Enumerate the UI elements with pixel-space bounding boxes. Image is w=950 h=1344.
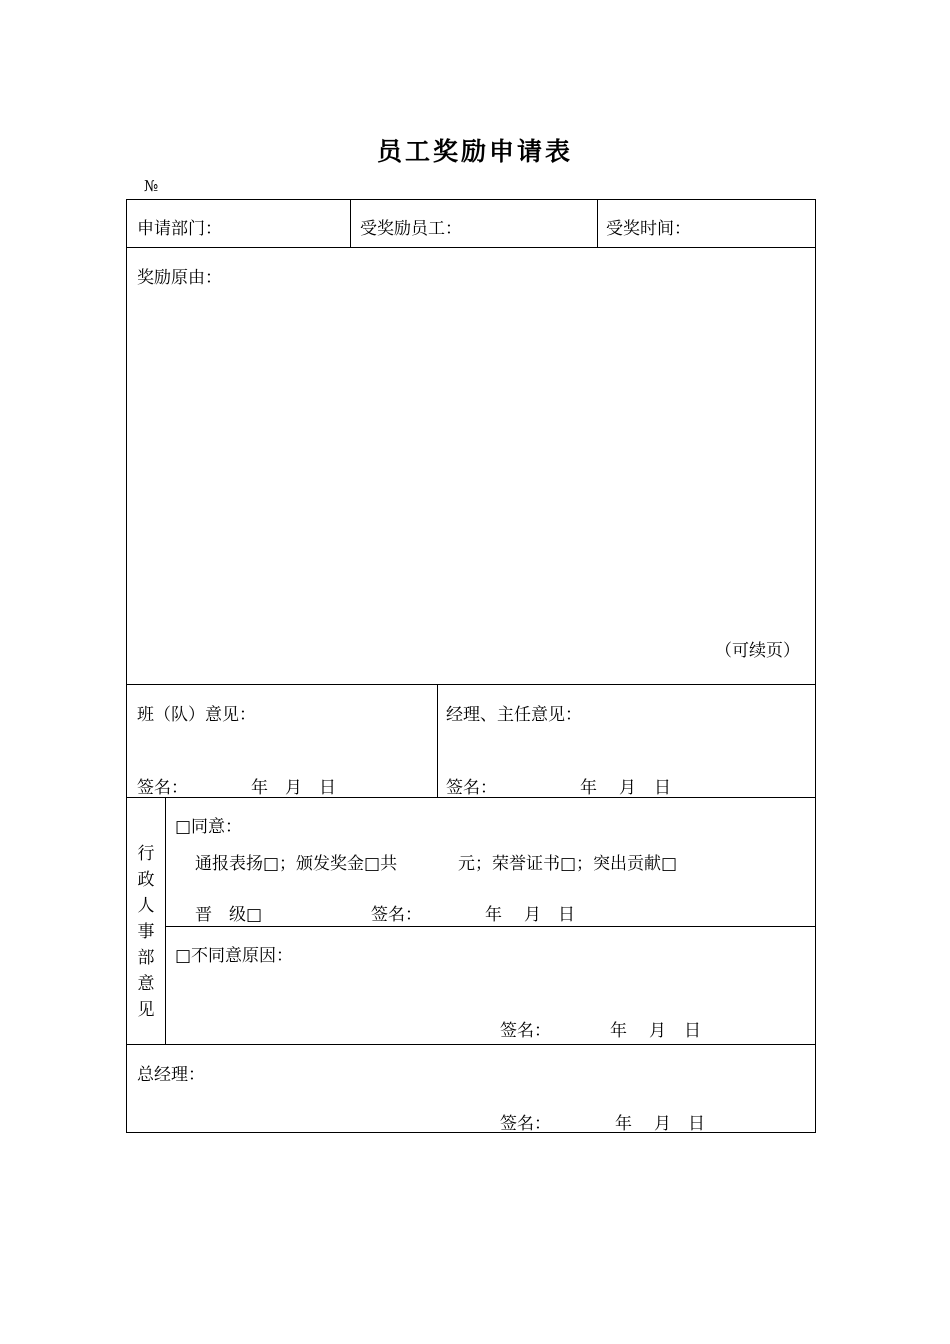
gm-day: 日 [688, 1114, 705, 1134]
row-divider [127, 1044, 815, 1045]
hr-agree-sign-label[interactable]: 签名： [371, 905, 422, 925]
hr-disagree-month: 月 [649, 1021, 666, 1041]
application-form-table [126, 199, 816, 1133]
form-number-label: № [144, 177, 159, 195]
column-divider [597, 200, 598, 247]
hr-agree-year: 年 [485, 905, 502, 925]
column-divider [350, 200, 351, 247]
hr-opinion-side-label: 行 政 人 事 部 意 见 [137, 844, 155, 1020]
employee-field[interactable]: 受奖励员工： [360, 219, 462, 239]
hr-disagree-day: 日 [684, 1021, 701, 1041]
hr-agree-day: 日 [558, 905, 575, 925]
manager-day: 日 [654, 778, 671, 798]
promotion-checkbox[interactable]: 晋 级□ [195, 905, 263, 925]
gm-sign-label[interactable]: 签名： [500, 1114, 551, 1134]
gm-month: 月 [654, 1114, 671, 1134]
column-divider [437, 684, 438, 797]
manager-opinion-label[interactable]: 经理、主任意见： [446, 705, 582, 725]
team-sign-label[interactable]: 签名： [137, 778, 188, 798]
manager-sign-label[interactable]: 签名： [446, 778, 497, 798]
hr-agree-month: 月 [524, 905, 541, 925]
manager-year: 年 [580, 778, 597, 798]
continue-note: （可续页） [715, 641, 800, 661]
hr-disagree-sign-label[interactable]: 签名： [500, 1021, 551, 1041]
gm-year: 年 [615, 1114, 632, 1134]
reward-options-line[interactable]: 元；荣誉证书□；突出贡献□ [458, 854, 678, 874]
row-divider [127, 247, 815, 248]
manager-month: 月 [619, 778, 636, 798]
team-month: 月 [285, 778, 302, 798]
reward-options-line[interactable]: 通报表扬□；颁发奖金□共 [195, 854, 398, 874]
column-divider [165, 797, 166, 1044]
row-divider [165, 926, 815, 927]
team-day: 日 [319, 778, 336, 798]
hr-disagree-year: 年 [610, 1021, 627, 1041]
team-opinion-label[interactable]: 班（队）意见： [137, 705, 256, 725]
form-title: 员工奖励申请表 [376, 137, 573, 166]
department-field[interactable]: 申请部门： [137, 219, 222, 239]
disagree-checkbox[interactable]: □不同意原因： [175, 946, 294, 966]
general-manager-label[interactable]: 总经理： [137, 1065, 205, 1085]
award-time-field[interactable]: 受奖时间： [606, 219, 691, 239]
row-divider [127, 684, 815, 685]
reason-field[interactable]: 奖励原由： [137, 268, 222, 288]
team-year: 年 [251, 778, 268, 798]
agree-checkbox[interactable]: □同意： [175, 817, 243, 837]
